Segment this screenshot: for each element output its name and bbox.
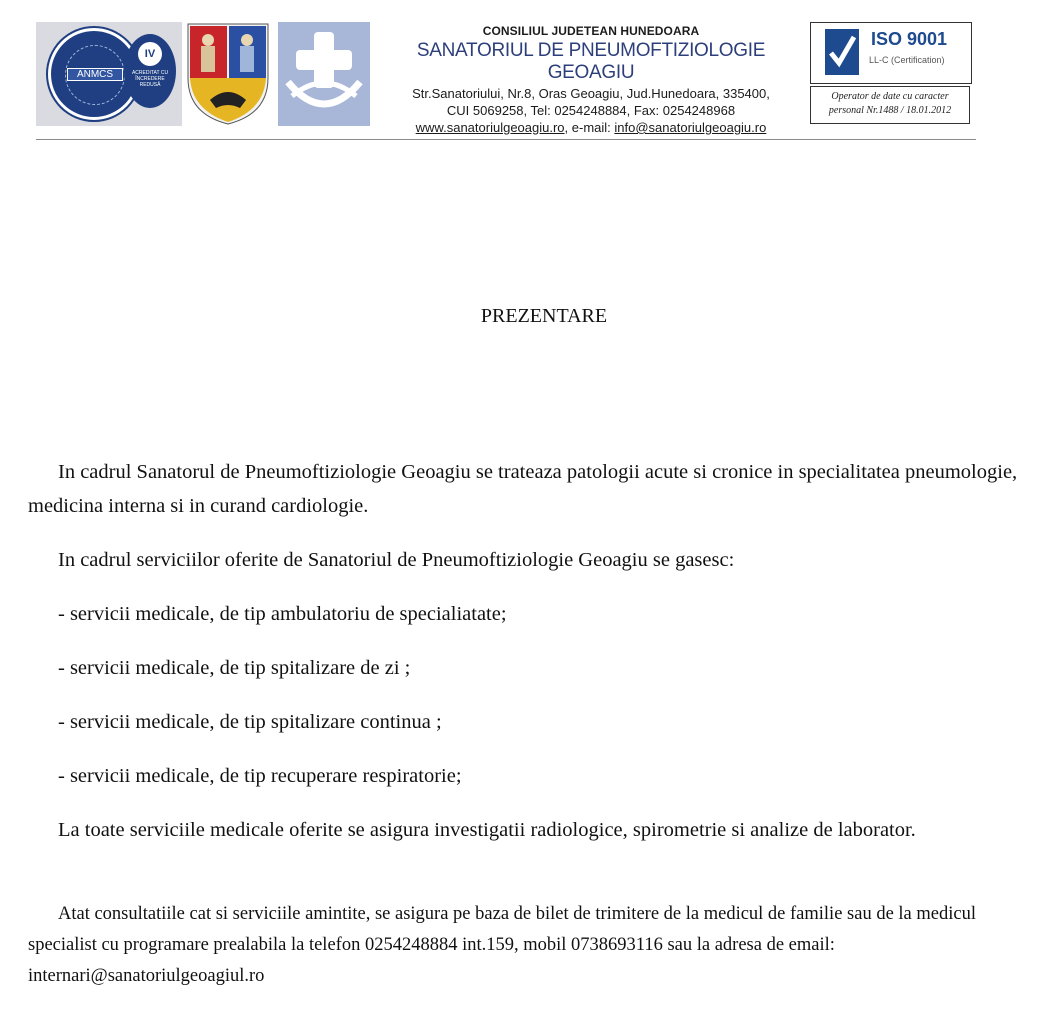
service-item: - servicii medicale, de tip spitalizare de zi ; — [58, 657, 411, 679]
anmcs-abbr: ANMCS — [67, 68, 123, 81]
iso-cert-body: LL-C (Certification) — [869, 55, 945, 65]
iso-certification-badge — [810, 22, 972, 84]
header-divider — [36, 139, 976, 140]
data-operator-box — [810, 86, 970, 124]
service-item: - servicii medicale, de tip ambulatoriu de specialiatate; — [58, 603, 507, 625]
email-link[interactable]: info@sanatoriulgeoagiu.ro — [614, 120, 767, 135]
coat-of-arms-icon — [184, 22, 272, 126]
service-item: - servicii medicale, de tip recuperare respiratorie; — [58, 765, 462, 787]
medical-cross-logo — [278, 22, 370, 126]
intro-paragraph: In cadrul Sanatorul de Pneumoftiziologie Geoagiu se trateaza patologii acute si cronice in specialitatea pneumologie, medicina interna si in curand cardiologie. — [28, 461, 1018, 517]
email-prefix: , e-mail: — [564, 120, 615, 135]
operator-line-2: personal Nr.1488 / 18.01.2012 — [828, 105, 952, 116]
investigations-paragraph: La toate serviciile medicale oferite se asigura investigatii radiologice, spirometrie si analize de laborator. — [58, 819, 916, 841]
services-intro-paragraph: In cadrul serviciilor oferite de Sanatoriul de Pneumoftiziologie Geoagiu se gasesc: — [58, 549, 735, 571]
address-line: Str.Sanatoriului, Nr.8, Oras Geoagiu, Jud.Hunedoara, 335400, — [412, 86, 770, 101]
contact-line: CUI 5069258, Tel: 0254248884, Fax: 0254248968 — [446, 103, 736, 118]
letterhead — [36, 18, 976, 135]
accreditation-text: ACREDITAT CU ÎNCREDERE REDUSĂ — [131, 70, 169, 88]
institution-header — [376, 24, 806, 135]
document-title: PREZENTARE — [480, 305, 608, 327]
accreditation-level-badge — [124, 34, 176, 108]
website-link[interactable]: www.sanatoriulgeoagiu.ro — [415, 120, 565, 135]
operator-line-1: Operator de date cu caracter — [831, 91, 949, 102]
iso-checkmark-icon — [825, 29, 859, 75]
service-item: - servicii medicale, de tip spitalizare continua ; — [58, 711, 442, 733]
iso-title: ISO 9001 — [871, 29, 948, 49]
sanatorium-name: SANATORIUL DE PNEUMOFTIZIOLOGIE GEOAGIU — [416, 40, 766, 83]
web-email-line — [376, 120, 806, 135]
appointment-paragraph: Atat consultatiile cat si serviciile amintite, se asigura pe baza de bilet de trimitere de la medicul de familie sau de la medicul specialist cu programare prealabila la telefon 0254248884 int.159, mobil 0738693116 sau la adresa de email: internari@sanatoriulgeoagiul.ro — [28, 904, 976, 986]
anmcs-accreditation-logo — [36, 22, 182, 126]
accreditation-level: IV — [138, 42, 162, 66]
council-name: CONSILIUL JUDETEAN HUNEDOARA — [482, 24, 700, 38]
